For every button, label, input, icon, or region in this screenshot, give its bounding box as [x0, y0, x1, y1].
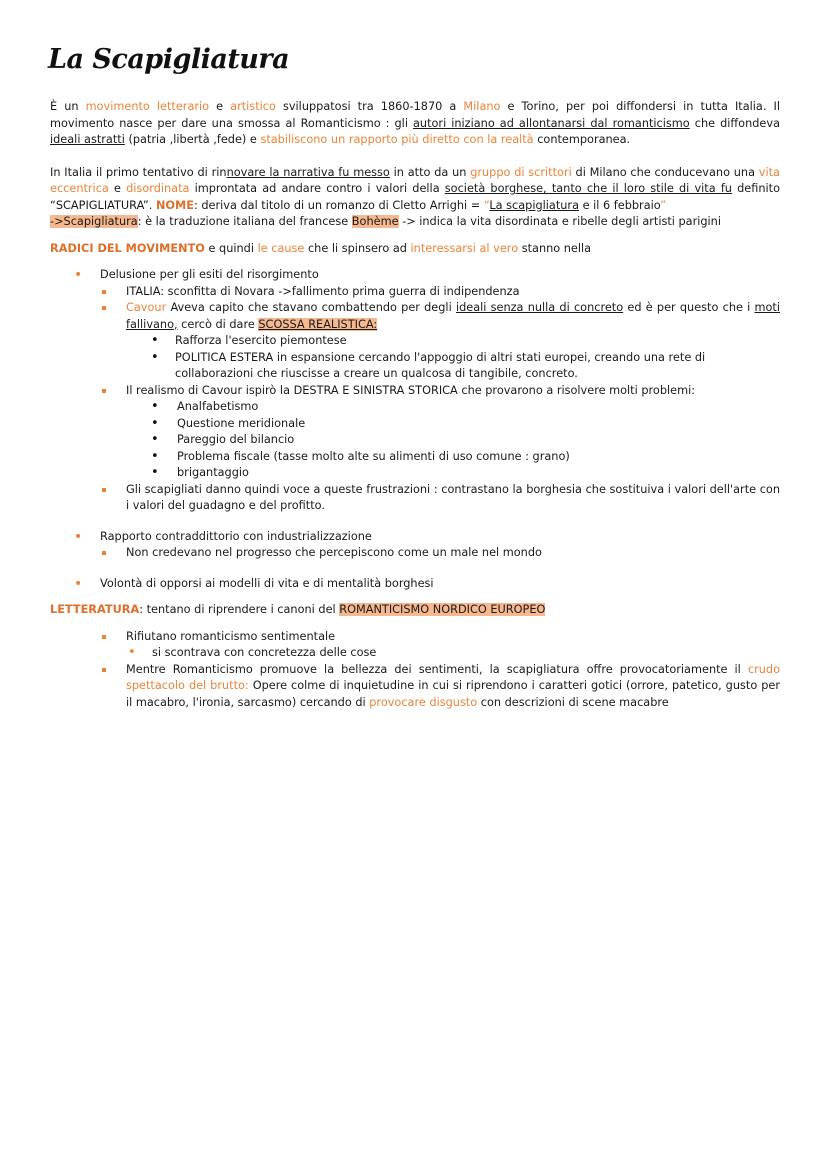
text: Aveva capito che stavano combattendo per degli	[166, 301, 456, 314]
list-item	[50, 300, 780, 333]
text: Mentre Romanticismo promuove la bellezza dei sentimenti, la scapigliatura offre provocatoriamente il	[126, 662, 748, 676]
highlight-text: Cavour	[126, 301, 167, 314]
text: Opere colme di inquietudine in cui si riprendono i caratteri gotici (orrore, patetico, gusto per il macabro, l'ironia, sarcasmo) cercando di	[126, 679, 780, 709]
text: (patria ,libertà ,fede) e	[124, 133, 261, 146]
highlight-text: interessarsi al vero	[410, 241, 519, 255]
text: sviluppatosi tra 1860-1870 a	[275, 100, 464, 113]
volonta-list	[50, 576, 780, 593]
text: e quindi	[204, 241, 258, 255]
list-item	[50, 449, 780, 466]
list-item	[50, 545, 780, 562]
highlight-text: crudo spettacolo del brutto:	[126, 662, 780, 692]
list-item	[50, 482, 780, 515]
text: Analfabetismo	[177, 400, 259, 413]
list-item	[50, 284, 780, 301]
underlined-text: ideali senza nulla di concreto	[455, 301, 624, 314]
document-body	[50, 99, 780, 711]
text: Rapporto contraddittorio con industrializzazione	[100, 529, 372, 543]
text: Rafforza l'esercito piemontese	[175, 334, 347, 347]
text: ITALIA: sconfitta di Novara ->fallimento prima guerra di indipendenza	[126, 284, 520, 298]
text: in atto da un	[389, 165, 471, 179]
letteratura-heading	[50, 602, 780, 619]
radici-label: RADICI DEL MOVIMENTO	[50, 241, 205, 255]
highlight-text: artistico	[230, 100, 276, 113]
text: di Milano che conducevano una	[571, 165, 759, 179]
quote-mark: ”	[660, 198, 667, 212]
text: -> indica la vita disordinata e ribelle degli artisti parigini	[398, 215, 721, 228]
text: che li spinsero ad	[304, 241, 411, 255]
underlined-text: La scapigliatura	[489, 198, 579, 212]
scapigliatura-line	[50, 214, 780, 231]
text: improntata ad andare contro i valori della	[189, 182, 445, 195]
text: Non credevano nel progresso che percepiscono come un male nel mondo	[126, 546, 542, 559]
underlined-text: autori iniziano ad allontanarsi dal romanticismo	[413, 116, 690, 130]
radici-heading	[50, 241, 780, 258]
text: POLITICA ESTERA in espansione cercando l'appoggio di altri stati europei, creando una rete di collaborazioni che riuscisse a creare un qualcosa di tangibile, concreto.	[175, 350, 706, 380]
list-item	[50, 432, 780, 449]
text: In Italia il primo tentativo di rin	[50, 165, 227, 179]
highlight-text: gruppo di scrittori	[470, 165, 572, 179]
underlined-text: ideali astratti	[50, 133, 125, 146]
text: Delusione per gli esiti del risorgimento	[100, 268, 319, 281]
letteratura-list	[50, 629, 780, 712]
text: e	[108, 182, 127, 195]
text: È un	[50, 100, 86, 113]
text: Rifiutano romanticismo sentimentale	[126, 629, 336, 643]
list-item	[50, 267, 780, 284]
list-item	[50, 416, 780, 433]
list-item	[50, 399, 780, 416]
text: Problema fiscale (tasse molto alte su alimenti di uso comune : grano)	[177, 449, 570, 463]
text: e il 6 febbraio	[579, 198, 661, 212]
list-item	[50, 350, 780, 383]
underlined-text: novare la narrativa fu messo	[226, 165, 390, 179]
text: Volontà di opporsi ai modelli di vita e di mentalità borghesi	[100, 576, 434, 590]
highlight-text: provocare disgusto	[369, 695, 478, 709]
list-item	[50, 629, 780, 646]
text: definito “SCAPIGLIATURA”.	[50, 182, 780, 212]
text: : è la traduzione italiana del francese	[137, 215, 352, 228]
highlight-text: stabiliscono un rapporto più diretto con la realtà	[260, 133, 534, 146]
text: Gli scapigliati danno quindi voce a queste frustrazioni : contrastano la borghesia che sostituiva i valori dell'arte con i valori del guadagno e del profitto.	[126, 482, 780, 512]
text: : deriva dal titolo di un romanzo di Cletto Arrighi =	[193, 198, 484, 212]
highlight-text: Milano	[463, 100, 501, 113]
boheme-highlight: Bohème	[351, 215, 399, 228]
text: : tentano di riprendere i canoni del	[139, 603, 340, 616]
text: ed è per questo che i	[623, 301, 755, 314]
highlight-text: movimento letterario	[85, 100, 210, 113]
scapigliatura-label: ->Scapigliatura	[50, 215, 138, 228]
highlight-text: vita eccentrica	[50, 165, 780, 195]
text: Pareggio del bilancio	[177, 433, 295, 446]
list-item	[50, 529, 780, 546]
text: Questione meridionale	[177, 416, 306, 430]
text: si scontrava con concretezza delle cose	[152, 646, 377, 659]
text: che diffondeva	[689, 116, 780, 130]
page-title: La Scapigliatura	[48, 44, 290, 75]
highlight-text: le cause	[257, 241, 305, 255]
letteratura-label: LETTERATURA	[50, 603, 140, 616]
scossa-highlight: SCOSSA REALISTICA:	[258, 317, 378, 331]
list-item	[50, 645, 780, 662]
cause-list	[50, 267, 780, 515]
underlined-text: moti fallivano,	[126, 301, 780, 331]
romanticismo-highlight: ROMANTICISMO NORDICO EUROPEO	[339, 603, 546, 616]
italia-paragraph	[50, 165, 780, 215]
list-item	[50, 333, 780, 350]
text: e Torino, per poi diffondersi in tutta Italia. Il movimento nasce per dare una smossa al Romanticismo : gli	[50, 100, 780, 130]
list-item	[50, 576, 780, 593]
underlined-text: società borghese, tanto che il loro stile di vita fu	[444, 182, 732, 195]
text: e	[209, 100, 231, 113]
list-item	[50, 465, 780, 482]
highlight-text: disordinata	[126, 182, 190, 195]
quote-mark: “	[483, 198, 490, 212]
text: stanno nella	[518, 241, 592, 255]
nome-label: NOME	[155, 198, 194, 212]
text: brigantaggio	[177, 466, 249, 479]
text: contemporanea.	[533, 133, 631, 146]
intro-paragraph	[50, 99, 780, 149]
industrializzazione-list	[50, 529, 780, 562]
text: Il realismo di Cavour ispirò la DESTRA E SINISTRA STORICA che provarono a risolvere molti problemi:	[126, 383, 696, 397]
text: cercò di dare	[177, 317, 259, 331]
list-item	[50, 662, 780, 712]
list-item	[50, 383, 780, 400]
text: con descrizioni di scene macabre	[477, 695, 669, 709]
